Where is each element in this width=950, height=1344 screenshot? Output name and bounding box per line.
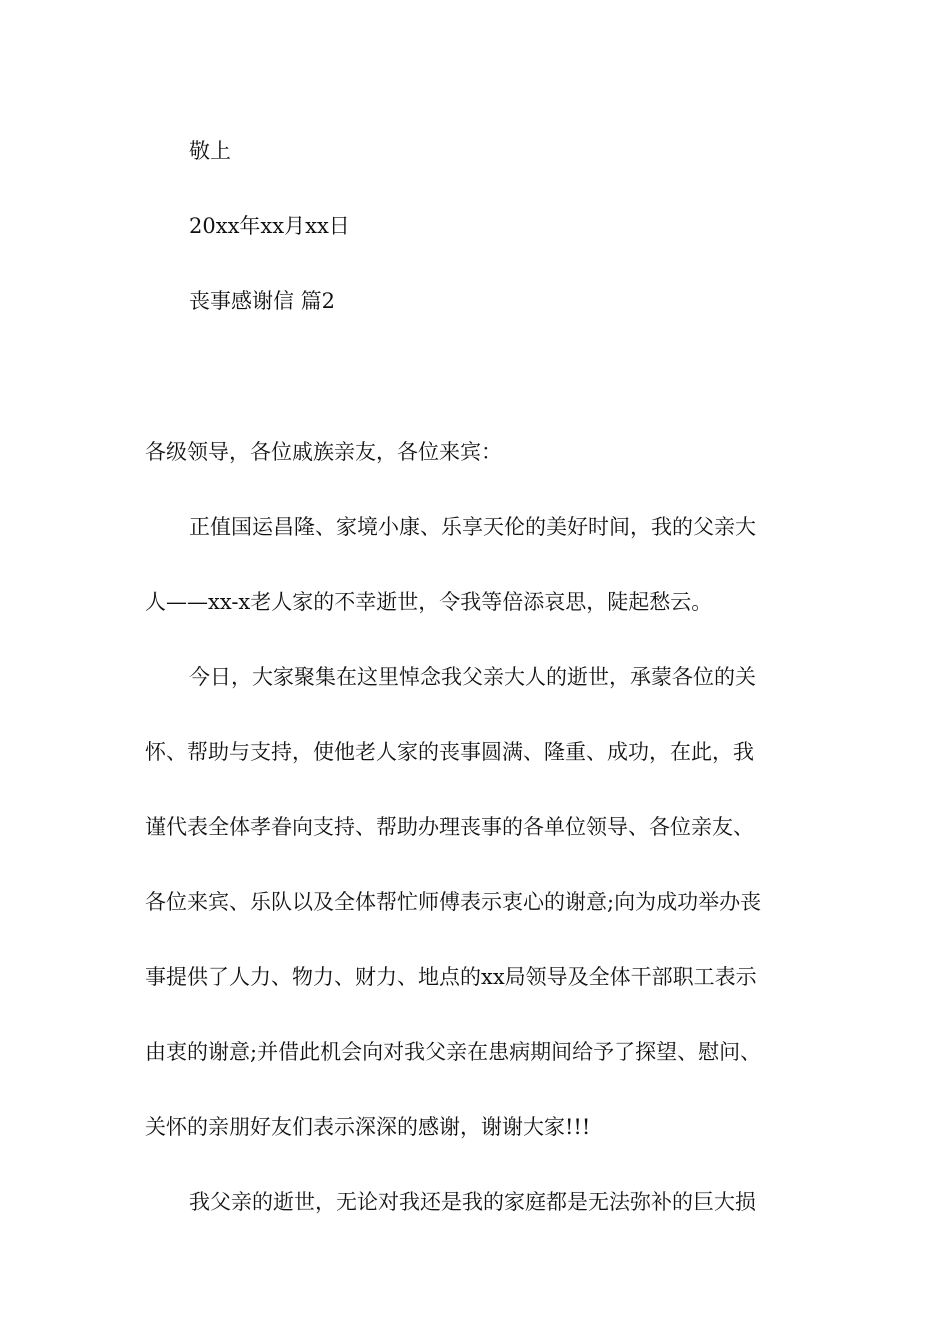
salutation: 各级领导，各位戚族亲友，各位来宾： [145,440,502,464]
letter-date: 20xx年xx月xx日 [189,214,350,238]
closing-text: 敬上 [189,139,231,163]
body-line: 由衷的谢意;并借此机会向对我父亲在患病期间给予了探望、慰问、 [145,1040,762,1064]
body-line: 人——xx-x老人家的不幸逝世，令我等倍添哀思，陡起愁云。 [145,590,713,614]
body-line: 怀、帮助与支持，使他老人家的丧事圆满、隆重、成功，在此，我 [145,740,754,764]
body-line: 各位来宾、乐队以及全体帮忙师傅表示衷心的谢意;向为成功举办丧 [145,890,762,914]
body-line: 事提供了人力、物力、财力、地点的xx局领导及全体干部职工表示 [145,965,757,989]
body-line: 我父亲的逝世，无论对我还是我的家庭都是无法弥补的巨大损 [189,1190,756,1214]
body-line: 正值国运昌隆、家境小康、乐享天伦的美好时间，我的父亲大 [189,515,756,539]
body-line: 今日，大家聚集在这里悼念我父亲大人的逝世，承蒙各位的关 [189,665,756,689]
body-line: 谨代表全体孝眷向支持、帮助办理丧事的各单位领导、各位亲友、 [145,815,754,839]
body-line: 关怀的亲朋好友们表示深深的感谢，谢谢大家!!! [145,1115,591,1139]
section-heading: 丧事感谢信 篇2 [189,289,336,313]
